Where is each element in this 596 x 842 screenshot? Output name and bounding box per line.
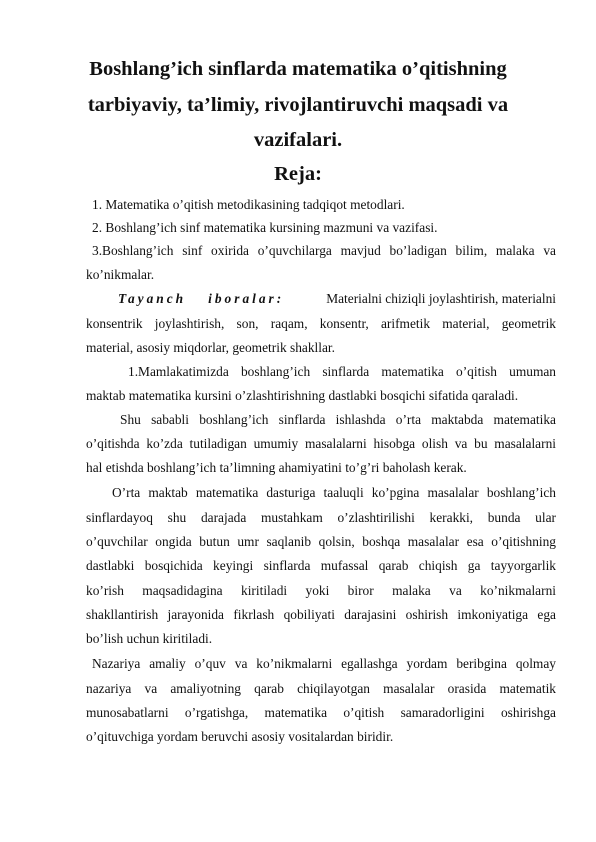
paragraph-3-line-6: shakllantirish jarayonida fikrlash qobiliyati darajasini oshirish imkoniyatiga ega: [86, 607, 556, 622]
reja-heading: Reja:: [274, 163, 322, 185]
paragraph-4-line-4: o’qituvchiga yordam beruvchi asosiy vositalardan biridir.: [86, 729, 394, 744]
keywords-label-part2: iboralar:: [208, 291, 285, 306]
keywords-label-part1: Tayanch: [118, 291, 187, 306]
plan-item-3-continued: ko’nikmalar.: [86, 267, 155, 282]
paragraph-1-line-1: 1.Mamlakatimizda boshlang’ich sinflarda matematika o’qitish umuman: [128, 364, 556, 379]
document-title-line-2: tarbiyaviy, ta’limiy, rivojlantiruvchi maqsadi va: [87, 94, 509, 116]
plan-item-1: 1. Matematika o’qitish metodikasining tadqiqot metodlari.: [92, 197, 405, 212]
document-title-line-3: vazifalari.: [253, 129, 343, 151]
paragraph-1-line-2: maktab matematika kursini o’zlashtirishning dastlabki bosqichi sifatida qaraladi.: [86, 388, 519, 403]
paragraph-3-line-5: ko’rish maqsadidagina kiritiladi yoki biror malaka va ko’nikmalarni: [86, 583, 556, 598]
paragraph-3-line-4: dastlabki bosqichida keyingi sinflarda mufassal qarab chiqish ga tayyorgarlik: [86, 558, 556, 573]
paragraph-4-line-2: nazariya va amaliyotning qarab chiqilayotgan masalalar orasida matematik: [86, 681, 556, 696]
paragraph-3-line-2: sinflardayoq shu darajada mustahkam o’zlashtirilishi kerakki, bunda ular: [86, 510, 556, 525]
paragraph-3-line-3: o’quvchilar ongida butun umr saqlanib qolsin, boshqa masalalar esa o’qitishning: [86, 534, 556, 549]
plan-item-3: 3.Boshlang’ich sinf oxirida o’quvchilarga mavjud bo’ladigan bilim, malaka va: [92, 243, 556, 258]
keywords-text-3: material, asosiy miqdorlar, geometrik shakllar.: [86, 340, 335, 355]
keywords-text-1: Materialni chiziqli joylashtirish, materialni: [326, 291, 556, 306]
paragraph-4-line-3: munosabatlarni o’rgatishga, matematika o’qitish samaradorligini oshirishga: [86, 705, 556, 720]
paragraph-2-line-2: o’qitishda ko’zda tutiladigan umumiy masalalarni hisobga olish va bu masalalarni: [86, 436, 556, 451]
keywords-text-2: konsentrik joylashtirish, son, raqam, konsentr, arifmetik material, geometrik: [86, 316, 556, 331]
paragraph-3-line-7: bo’lish uchun kiritiladi.: [86, 631, 213, 646]
keywords-first-line: [118, 291, 556, 307]
paragraph-2-line-1: Shu sababli boshlang’ich sinflarda ishlashda o’rta maktabda matematika: [120, 412, 556, 427]
paragraph-4-line-1: Nazariya amaliy o’quv va ko’nikmalarni egallashga yordam beribgina qolmay: [92, 656, 556, 671]
paragraph-2-line-3: hal etishda boshlang’ich ta’limning ahamiyatini to’g’ri baholash kerak.: [86, 460, 467, 475]
document-title-line-1: Boshlang’ich sinflarda matematika o’qitishning: [89, 58, 507, 80]
paragraph-3-line-1: O’rta maktab matematika dasturiga taaluqli ko’pgina masalalar boshlang’ich: [112, 485, 556, 500]
plan-item-2: 2. Boshlang’ich sinf matematika kursining mazmuni va vazifasi.: [92, 220, 438, 235]
